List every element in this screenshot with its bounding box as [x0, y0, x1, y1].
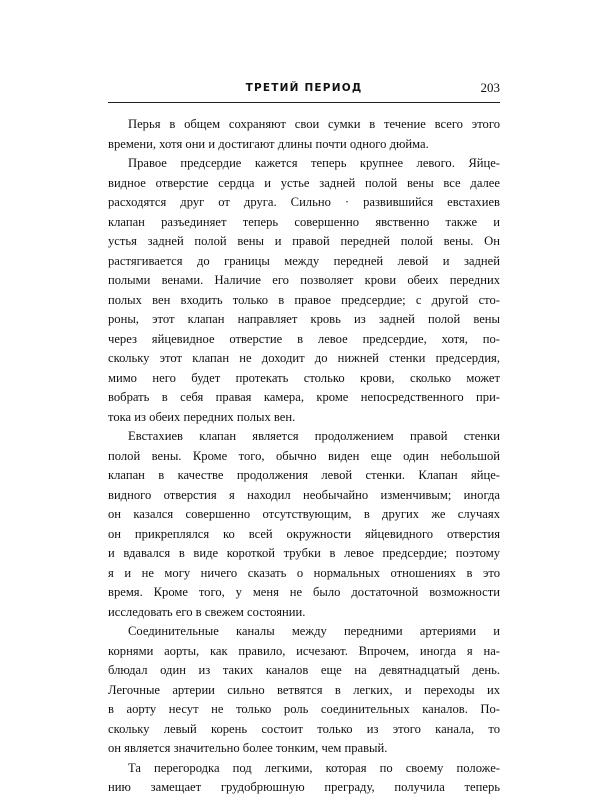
text-line: скольку левый корень состоит только из этого канала, то [108, 721, 500, 736]
text-line: клапан разъединяет теперь совершенно явственно также и [108, 214, 500, 229]
text-line: видного отверстия я находил необычайно изменчивым; иногда [108, 487, 500, 502]
text-line: расходятся друг от друга. Сильно · развившийся евстахиев [108, 195, 500, 209]
text-line: через яйцевидное отверстие в левое предсердие, хотя, по- [108, 331, 500, 346]
text-line: я и не могу ничего сказать о нормальных отношениях в это [108, 565, 500, 580]
text-line: тока из обеих передних полых вен. [108, 409, 296, 424]
text-line: растягивается до границы между передней левой и задней [108, 253, 500, 268]
text-line: клапан в качестве продолжения левой стенки. Клапан яйце- [108, 468, 500, 482]
paragraph [108, 115, 500, 154]
paragraph [108, 427, 500, 622]
text-line: скольку этот клапан не доходит до нижней стенки предсердия, [108, 351, 500, 365]
text-line: блюдал один из таких каналов еще на девятнадцатый день. [108, 663, 500, 677]
page-header [108, 80, 500, 102]
text-line: полыми венами. Наличие его позволяет крови обеих передних [108, 273, 500, 287]
text-line: корнями аорты, как правило, исчезают. Впрочем, иногда я на- [108, 643, 500, 658]
running-head: ТРЕТИЙ ПЕРИОД [245, 82, 363, 94]
text-line: и вдавался в виде короткой трубки в левое предсердие; поэтому [108, 546, 500, 560]
text-line: Перья в общем сохраняют свои сумки в течение всего этого [128, 117, 500, 131]
text-line: полой вены. Кроме того, обычно виден еще один небольшой [108, 448, 500, 463]
body-text [108, 115, 500, 798]
page-number: 203 [480, 80, 500, 95]
text-line: Евстахиев клапан является продолжением правой стенки [128, 429, 500, 443]
text-line: времени, хотя они и достигают длины почти одного дюйма. [108, 136, 429, 151]
text-line: устья задней полой вены и правой передней полой вены. Он [108, 234, 500, 248]
text-line: исследовать его в свежем состоянии. [108, 604, 306, 619]
text-line: Легочные артерии сильно ветвятся в легких, и переходы их [108, 682, 500, 697]
text-line: нию замещает грудобрюшную преграду, получила теперь [108, 780, 500, 794]
text-line: Правое предсердие кажется теперь крупнее левого. Яйце- [128, 156, 500, 170]
paragraph [108, 622, 500, 759]
text-line: в аорту несут не только роль соединительных каналов. По- [108, 702, 500, 716]
text-line: видное отверстие сердца и устье задней полой вены все далее [108, 175, 500, 190]
text-line: время. Кроме того, у меня не было достаточной возможности [108, 585, 500, 599]
text-line: Соединительные каналы между передними артериями и [128, 624, 500, 638]
text-line: Та перегородка под легкими, которая по своему положе- [128, 760, 500, 775]
paragraph [108, 759, 500, 798]
text-line: он казался совершенно отсутствующим, в других же случаях [108, 507, 500, 521]
text-line: он является значительно более тонким, чем правый. [108, 741, 388, 755]
text-line: полых вен входить только в правое предсердие; с другой сто- [108, 292, 500, 307]
header-rule [108, 102, 500, 103]
paragraph [108, 154, 500, 427]
text-line: он прикреплялся ко всей окружности яйцевидного отверстия [108, 526, 500, 541]
text-line: вобрать в себя правая камера, кроме непосредственного при- [108, 390, 500, 404]
text-line: мимо него будет протекать столько крови, сколько может [108, 370, 500, 385]
text-line: роны, этот клапан направляет кровь из задней полой вены [108, 312, 500, 326]
